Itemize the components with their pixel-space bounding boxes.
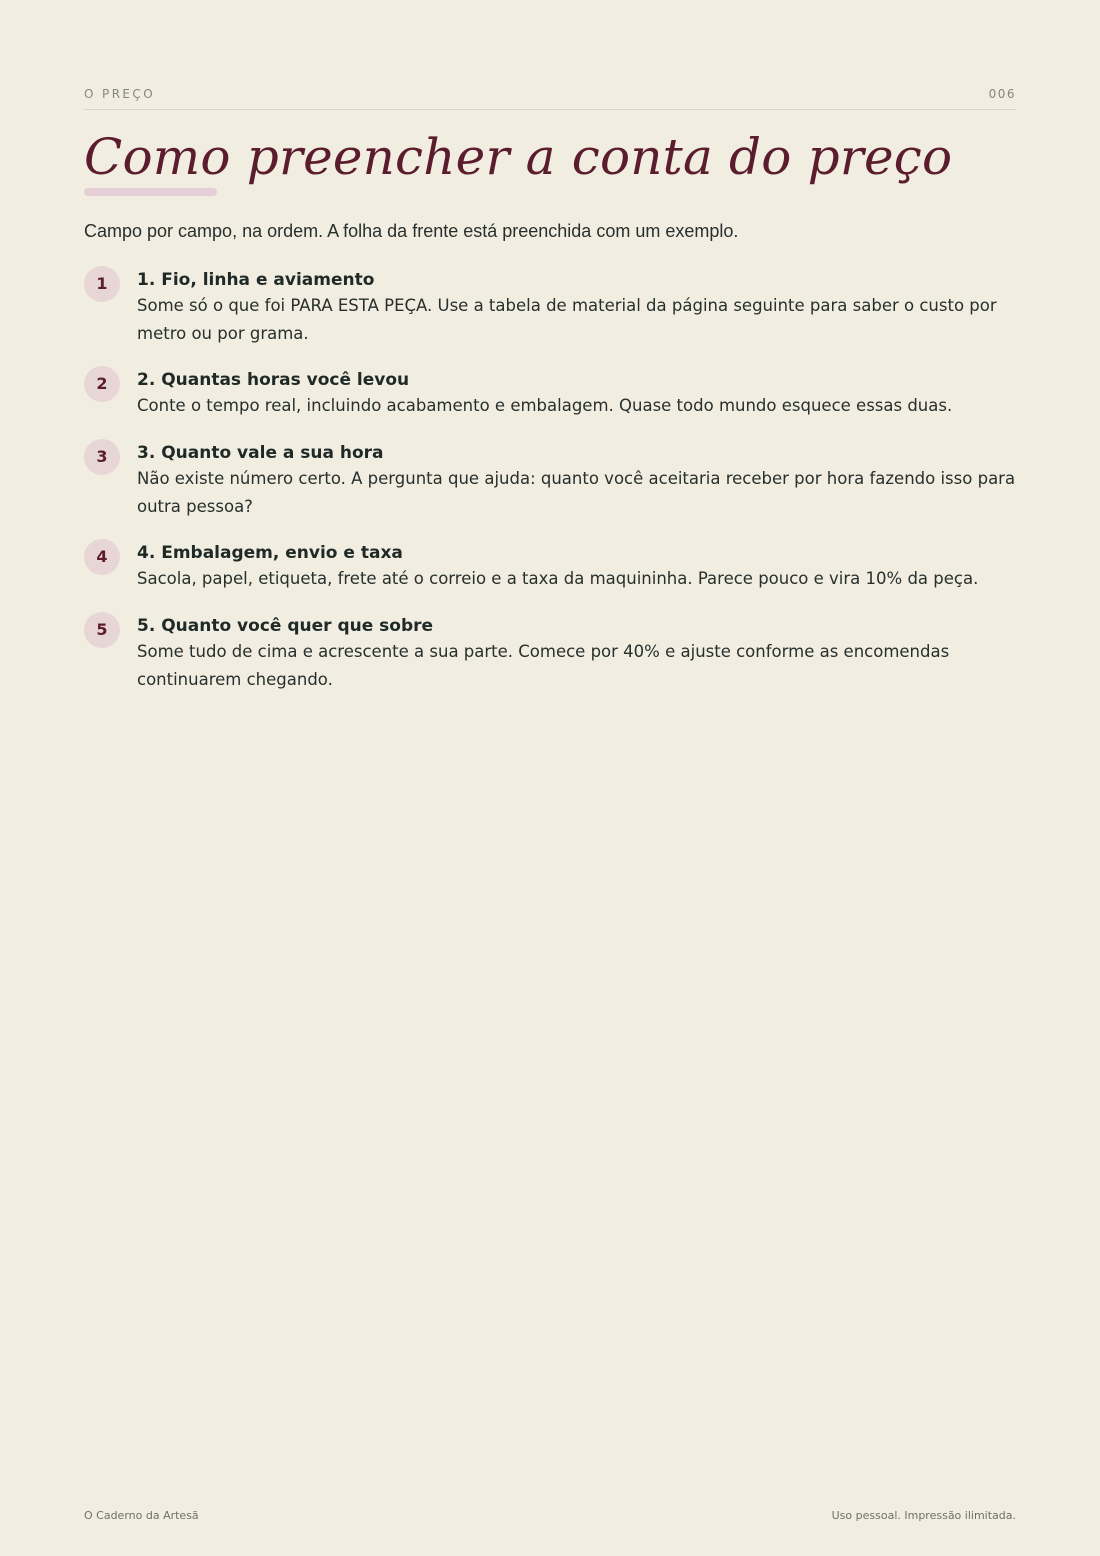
step-item-1 — [84, 266, 1016, 348]
step-title: 1. Fio, linha e aviamento — [137, 270, 375, 290]
page-header — [84, 86, 1016, 110]
footer-usage-note: Uso pessoal. Impressão ilimitada. — [831, 1509, 1016, 1522]
title-block — [84, 122, 1016, 202]
step-number-badge: 5 — [84, 612, 120, 648]
step-description: Não existe número certo. A pergunta que ajuda: quanto você aceitaria receber por hora fazendo isso para outra pessoa? — [137, 469, 1016, 516]
step-item-5 — [84, 612, 1016, 694]
step-item-3 — [84, 439, 1016, 521]
step-title: 3. Quanto vale a sua hora — [137, 443, 384, 463]
page-title — [84, 122, 1016, 192]
step-description: Sacola, papel, etiqueta, frete até o correio e a taxa da maquininha. Parece pouco e vira 10% da peça. — [137, 569, 979, 588]
step-item-2 — [84, 366, 1016, 421]
step-description: Some tudo de cima e acrescente a sua parte. Comece por 40% e ajuste conforme as encomendas continuarem chegando. — [137, 642, 950, 689]
step-title: 4. Embalagem, envio e taxa — [137, 543, 403, 563]
step-number-badge: 2 — [84, 366, 120, 402]
steps-list — [84, 266, 1016, 712]
section-label: O PREÇO — [84, 87, 156, 101]
step-title: 2. Quantas horas você levou — [137, 370, 410, 390]
footer-publication-name: O Caderno da Artesã — [84, 1509, 199, 1522]
step-number-badge: 3 — [84, 439, 120, 475]
title-underline-decoration — [84, 188, 217, 196]
page — [84, 0, 1016, 1556]
step-item-4 — [84, 539, 1016, 594]
step-description: Conte o tempo real, incluindo acabamento e embalagem. Quase todo mundo esquece essas duas. — [137, 396, 953, 415]
step-description: Some só o que foi PARA ESTA PEÇA. Use a tabela de material da página seguinte para saber o custo por metro ou por grama. — [137, 296, 997, 343]
intro-text: Campo por campo, na ordem. A folha da frente está preenchida com um exemplo. — [84, 221, 739, 241]
step-number-badge: 4 — [84, 539, 120, 575]
step-title: 5. Quanto você quer que sobre — [137, 616, 434, 636]
step-number-badge: 1 — [84, 266, 120, 302]
page-title-text: Como preencher a conta do preço — [84, 128, 953, 186]
page-number: 006 — [988, 87, 1016, 101]
